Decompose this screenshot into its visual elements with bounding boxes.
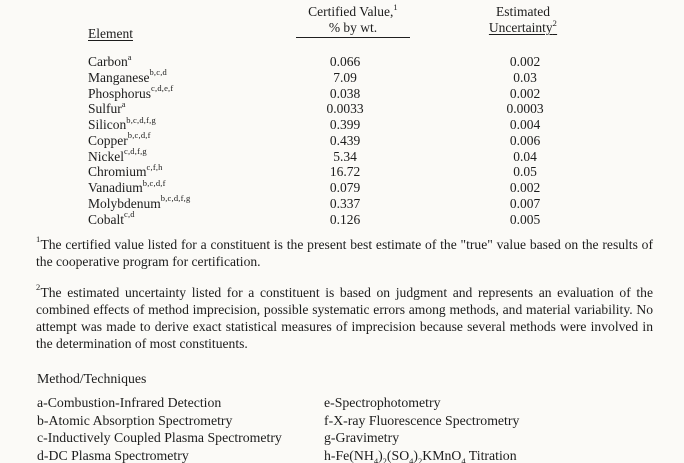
uncertainty-cell: 0.004 (509, 117, 541, 132)
certified-value-cell: 0.439 (329, 132, 361, 148)
methods-right-column (324, 394, 519, 463)
element-method-superscript: c,d,f,g (124, 146, 147, 156)
uncertainty-cell: 0.04 (513, 148, 537, 164)
uncertainty-header-line1: Estimated (496, 4, 550, 19)
certified-value-cell: 5.34 (333, 148, 357, 164)
element-cell: Molybdenum$^{b,c,d,f,g}$ (88, 193, 191, 211)
uncertainty-cell: 0.005 (509, 211, 541, 227)
methods-heading: Method/Techniques (37, 371, 147, 386)
certified-value-cell: 0.079 (329, 180, 361, 195)
element-method-superscript: c,d,e,f (151, 83, 174, 93)
certified-value-cell: 0.337 (329, 195, 361, 211)
element-method-superscript: b,c,d,f (142, 177, 166, 188)
formula-subscript: 2 (418, 455, 423, 463)
method-item: d-DC Plasma Spectrometry (37, 447, 189, 463)
uncertainty-column-header (455, 4, 591, 36)
uncertainty-cell: 0.0003 (506, 101, 544, 117)
certified-value-header-line1: Certified Value,$^1$ (308, 1, 398, 19)
uncertainty-cell: 0.007 (509, 195, 541, 211)
formula-subscript: 4 (409, 455, 414, 463)
element-cell: Carbon$^a$ (88, 51, 132, 69)
certified-value-cell: 0.066 (329, 54, 361, 69)
uncertainty-cell: 0.002 (509, 85, 541, 101)
element-header-label: Element (88, 26, 133, 41)
footnote-number: 2 (36, 282, 41, 293)
footnote-1-marker: 1 (393, 1, 398, 12)
table-row (0, 193, 684, 212)
footnote-number: 1 (36, 234, 41, 245)
table-rows (0, 51, 684, 227)
certified-value-cell: 7.09 (333, 69, 357, 85)
uncertainty-cell: 0.002 (509, 180, 541, 195)
table-row (0, 114, 684, 133)
element-cell: Vanadium$^{b,c,d,f}$ (88, 177, 166, 195)
uncertainty-cell: 0.05 (513, 164, 537, 180)
table-row (0, 67, 684, 86)
certified-value-header-line2: % by wt. (296, 20, 410, 38)
element-method-superscript: b,c,d,f,g (160, 193, 191, 204)
footnote-1: $^1$The certified value listed for a constituent is the present best estimate of the "true" value based on the results of the cooperative program for certification. (36, 234, 653, 270)
formula-subscript: 4 (373, 455, 379, 463)
element-method-superscript: c,d (124, 209, 135, 219)
method-item: g-Gravimetry (324, 430, 400, 446)
table-row (0, 177, 684, 196)
table-row (0, 83, 684, 102)
element-method-superscript: a (121, 98, 126, 109)
method-item: f-X-ray Fluorescence Spectrometry (324, 412, 520, 428)
uncertainty-cell: 0.006 (509, 132, 541, 148)
table-row (0, 130, 684, 149)
certified-value-column-header (283, 1, 423, 38)
element-column-header (88, 26, 133, 42)
uncertainty-cell: 0.002 (509, 54, 541, 69)
methods-left-column (37, 394, 282, 463)
method-item: c-Inductively Coupled Plasma Spectrometry (37, 430, 282, 446)
element-method-superscript: b,c,d (149, 67, 168, 78)
certified-value-cell: 0.126 (329, 211, 361, 227)
element-method-superscript: a (127, 51, 132, 62)
element-cell: Sulfur$^a$ (88, 98, 126, 117)
element-method-superscript: c,f,h (146, 161, 163, 172)
element-cell: Cobalt$^{c,d}$ (88, 209, 135, 227)
method-item: b-Atomic Absorption Spectrometry (37, 412, 233, 428)
method-item: a-Combustion-Infrared Detection (37, 395, 222, 410)
certified-value-cell: 0.038 (329, 85, 361, 101)
table-row (0, 209, 684, 228)
table-row (0, 98, 684, 117)
method-item: e-Spectrophotometry (324, 395, 441, 410)
footnotes (36, 236, 653, 366)
uncertainty-cell: 0.03 (513, 69, 537, 85)
footnote-2: $^2$The estimated uncertainty listed for a constituent is based on judgment and represents an evaluation of the combined effects of method imprecision, possible systematic errors among methods, and material variability. No attempt was made to derive exact statistical measures of imprecision because several methods were involved in the determination of most constituents. (36, 282, 653, 351)
certified-value-cell: 0.399 (329, 117, 361, 132)
footnote-2-marker: 2 (552, 17, 558, 28)
formula-subscript: 4 (461, 455, 466, 463)
certified-value-cell: 0.0033 (326, 101, 364, 117)
certified-value-cell: 16.72 (329, 164, 361, 180)
table-row (0, 161, 684, 180)
element-method-superscript: b,c,d,f,g (126, 114, 156, 125)
element-cell: Nickel$^{c,d,f,g}$ (88, 146, 147, 164)
table-row (0, 146, 684, 165)
formula-subscript: 2 (382, 455, 387, 463)
uncertainty-header-line2: Uncertainty$^2$ (488, 17, 558, 35)
method-item: $h-Fe(NH_4)_2(SO_4)_2KMnO_4$ Titration (324, 447, 519, 463)
element-method-superscript: b,c,d,f (127, 130, 151, 141)
element-cell: Copper$^{b,c,d,f}$ (88, 130, 151, 148)
element-cell: Chromium$^{c,f,h}$ (88, 161, 163, 180)
element-cell: Manganese$^{b,c,d}$ (88, 67, 168, 85)
table-row (0, 51, 684, 70)
element-cell: Phosphorus$^{c,d,e,f}$ (88, 83, 174, 101)
element-cell: Silicon$^{b,c,d,f,g}$ (88, 114, 156, 132)
